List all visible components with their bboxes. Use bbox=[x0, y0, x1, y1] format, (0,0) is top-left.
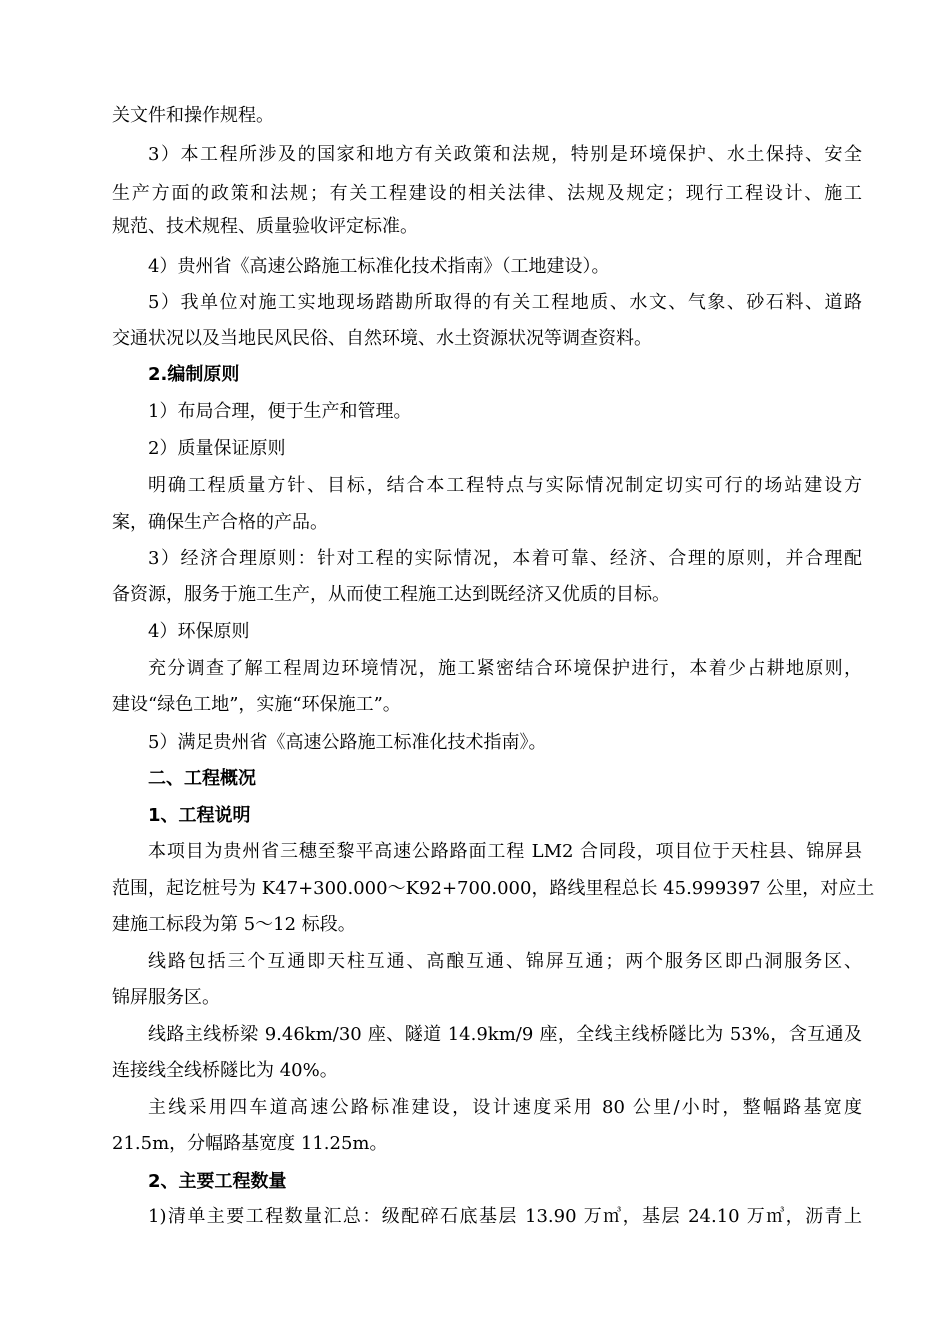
paragraph-line: 充分调查了解工程周边环境情况，施工紧密结合环境保护进行，本着少占耕地原则， bbox=[148, 658, 862, 679]
paragraph-line: 4）贵州省《高速公路施工标准化技术指南》（工地建设）。 bbox=[148, 256, 610, 277]
paragraph-line: 生产方面的政策和法规；有关工程建设的相关法律、法规及规定；现行工程设计、施工 bbox=[112, 183, 862, 204]
paragraph-line: 规范、技术规程、质量验收评定标准。 bbox=[112, 216, 418, 237]
paragraph-line: 交通状况以及当地民风民俗、自然环境、水土资源状况等调查资料。 bbox=[112, 328, 652, 349]
paragraph-line: 线路包括三个互通即天柱互通、高酿互通、锦屏互通；两个服务区即凸洞服务区、 bbox=[148, 951, 862, 972]
paragraph-line: 2）质量保证原则 bbox=[148, 438, 286, 459]
paragraph-line: 5）我单位对施工实地现场踏勘所取得的有关工程地质、水文、气象、砂石料、道路 bbox=[148, 292, 862, 313]
paragraph-line: 1）布局合理，便于生产和管理。 bbox=[148, 401, 412, 422]
paragraph-line: 21.5m，分幅路基宽度 11.25m。 bbox=[112, 1133, 388, 1154]
paragraph-line: 1)清单主要工程数量汇总：级配碎石底基层 13.90 万㎥，基层 24.10 万㎥，沥青上 bbox=[148, 1206, 862, 1227]
paragraph-line: 5）满足贵州省《高速公路施工标准化技术指南》。 bbox=[148, 732, 547, 753]
paragraph-line: 4）环保原则 bbox=[148, 621, 250, 642]
section-heading: 二、工程概况 bbox=[148, 768, 256, 789]
paragraph-line: 明确工程质量方针、目标，结合本工程特点与实际情况制定切实可行的场站建设方 bbox=[148, 475, 862, 496]
paragraph-line: 范围，起讫桩号为 K47+300.000～K92+700.000，路线里程总长 45.999397 公里，对应土 bbox=[112, 878, 875, 899]
section-heading: 1、工程说明 bbox=[148, 805, 251, 826]
paragraph-line: 连接线全线桥隧比为 40%。 bbox=[112, 1060, 338, 1081]
paragraph-line: 锦屏服务区。 bbox=[112, 987, 220, 1008]
section-heading: 2.编制原则 bbox=[148, 364, 240, 385]
section-heading: 2、主要工程数量 bbox=[148, 1171, 287, 1192]
paragraph-line: 备资源，服务于施工生产，从而使工程施工达到既经济又优质的目标。 bbox=[112, 584, 670, 605]
paragraph-line: 本项目为贵州省三穗至黎平高速公路路面工程 LM2 合同段，项目位于天柱县、锦屏县 bbox=[148, 841, 862, 862]
paragraph-line: 3）本工程所涉及的国家和地方有关政策和法规，特别是环境保护、水土保持、安全 bbox=[148, 144, 862, 165]
paragraph-line: 3）经济合理原则：针对工程的实际情况，本着可靠、经济、合理的原则，并合理配 bbox=[148, 548, 862, 569]
paragraph-line: 建施工标段为第 5～12 标段。 bbox=[112, 914, 356, 935]
paragraph-line: 关文件和操作规程。 bbox=[112, 105, 274, 126]
paragraph-line: 线路主线桥梁 9.46km/30 座、隧道 14.9km/9 座，全线主线桥隧比为 53%，含互通及 bbox=[148, 1024, 862, 1045]
paragraph-line: 主线采用四车道高速公路标准建设，设计速度采用 80 公里/小时，整幅路基宽度 bbox=[148, 1097, 862, 1118]
paragraph-line: 建设“绿色工地”，实施“环保施工”。 bbox=[112, 694, 401, 715]
paragraph-line: 案，确保生产合格的产品。 bbox=[112, 512, 328, 533]
